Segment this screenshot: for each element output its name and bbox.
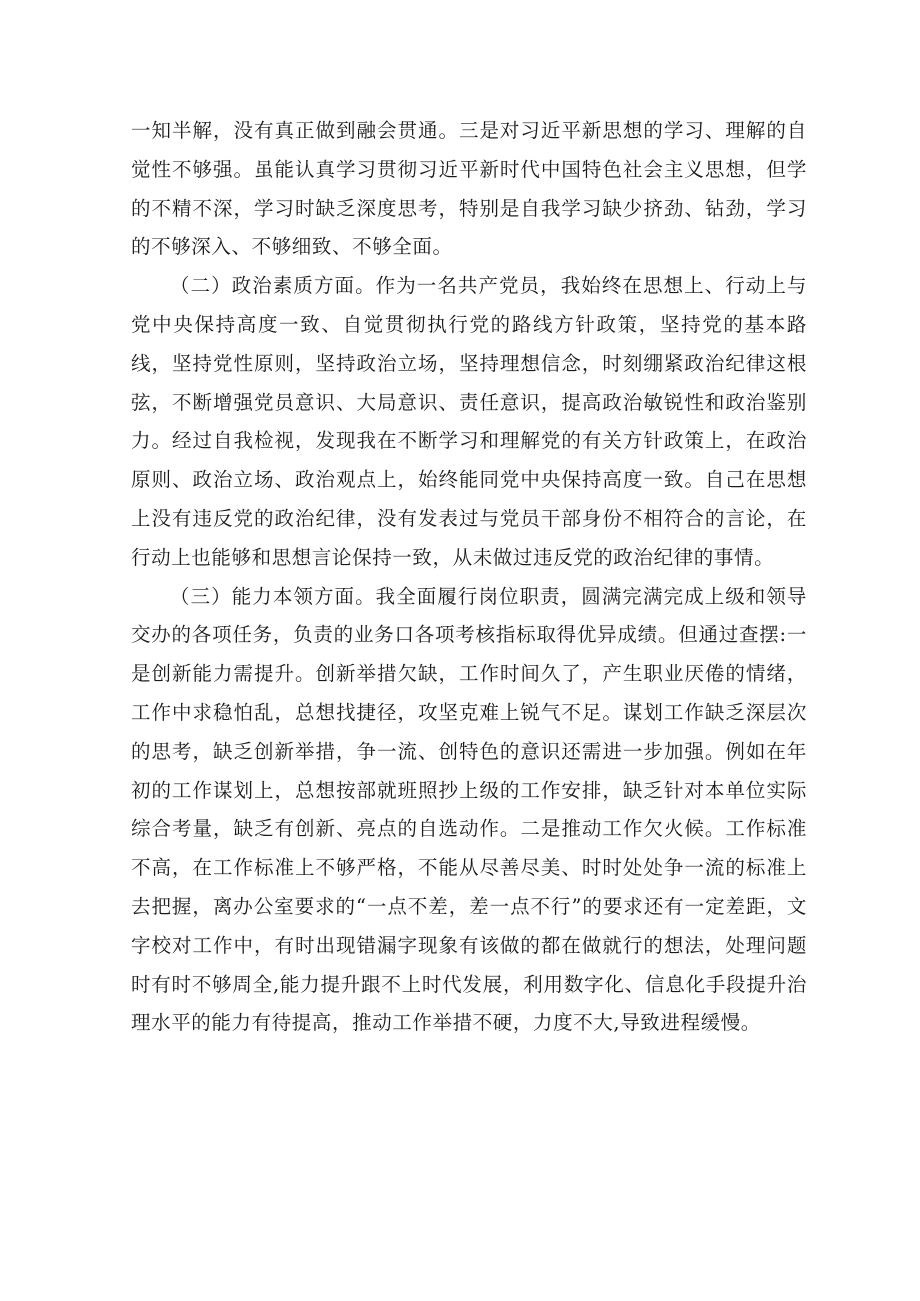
paragraph-continuation: 一知半解，没有真正做到融会贯通。三是对习近平新思想的学习、理解的自觉性不够强。虽能认真学习贯彻习近平新时代中国特色社会主义思想，但学的不精不深，学习时缺乏深度思考，特别是自我学习缺少挤劲、钻劲，学习的不够深入、不够细致、不够全面。 <box>131 119 807 259</box>
document-body <box>131 112 807 1043</box>
paragraph-political-quality: （二）政治素质方面。作为一名共产党员，我始终在思想上、行动上与党中央保持高度一致、自觉贯彻执行党的路线方针政策，坚持党的基本路线，坚持党性原则，坚持政治立场，坚持理想信念，时刻绷紧政治纪律这根弦，不断增强党员意识、大局意识、责任意识，提高政治敏锐性和政治鉴别力。经过自我检视，发现我在不断学习和理解党的有关方针政策上，在政治原则、政治立场、政治观点上，始终能同党中央保持高度一致。自己在思想上没有违反党的政治纪律，没有发表过与党员干部身份不相符合的言论，在行动上也能够和思想言论保持一致，从未做过违反党的政治纪律的事情。 <box>131 274 807 569</box>
paragraph-ability: （三）能力本领方面。我全面履行岗位职责，圆满完满完成上级和领导交办的各项任务，负责的业务口各项考核指标取得优异成绩。但通过查摆:一是创新能力需提升。创新举措欠缺，工作时间久了，产生职业厌倦的情绪，工作中求稳怕乱，总想找捷径，攻坚克难上锐气不足。谋划工作缺乏深层次的思考，缺乏创新举措，争一流、创特色的意识还需进一步加强。例如在年初的工作谋划上，总想按部就班照抄上级的工作安排，缺乏针对本单位实际综合考量，缺乏有创新、亮点的自选动作。二是推动工作欠火候。工作标准不高，在工作标准上不够严格，不能从尽善尽美、时时处处争一流的标准上去把握，离办公室要求的“一点不差，差一点不行”的要求还有一定差距，文字校对工作中，有时出现错漏字现象有该做的都在做就行的想法，处理问题时有时不够周全,能力提升跟不上时代发展，利用数字化、信息化手段提升治理水平的能力有待提高，推动工作举措不硬，力度不大,导致进程缓慢。 <box>131 584 807 1035</box>
